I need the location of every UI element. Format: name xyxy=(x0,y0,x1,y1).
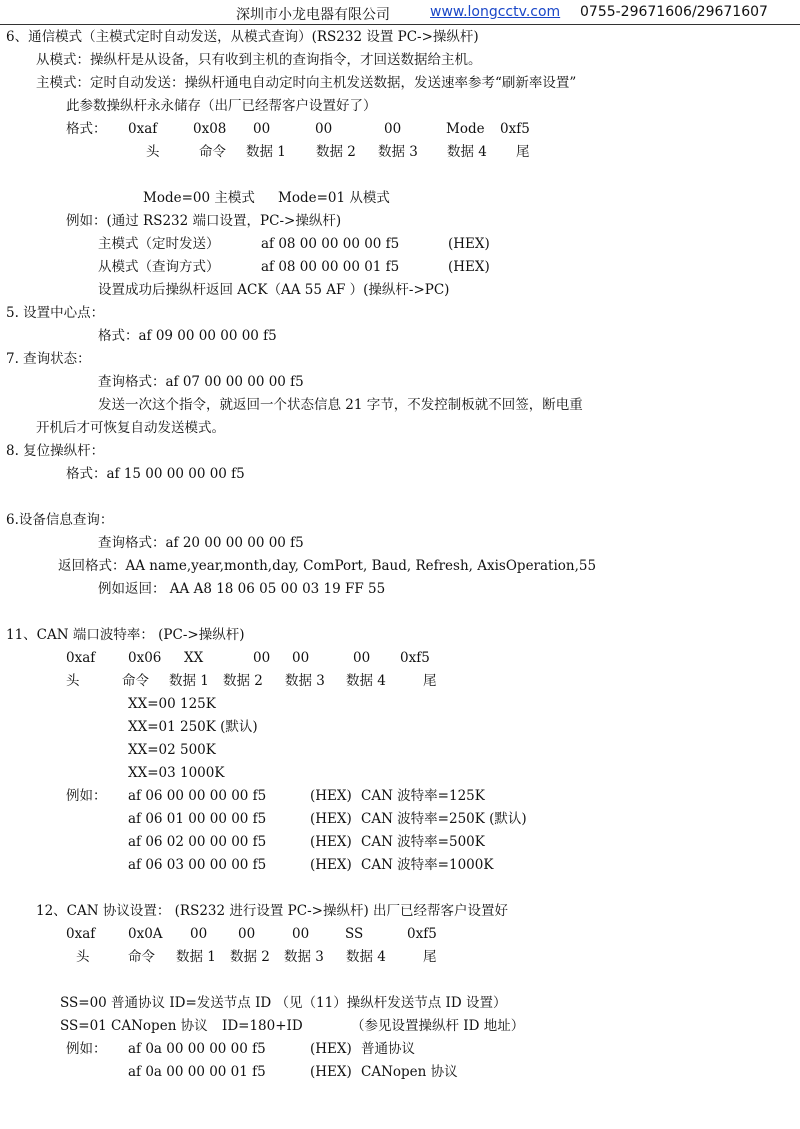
mode-master-desc: Mode=00 主模式 xyxy=(143,190,255,206)
can-baud-format-row xyxy=(66,649,486,667)
example-desc: CAN 波特率=250K (默认) xyxy=(361,811,527,827)
ack-text: 设置成功后操纵杆返回 ACK（AA 55 AF ）(操纵杆->PC) xyxy=(98,282,450,298)
format-code: 0xaf xyxy=(66,650,96,666)
section-12-title: 12、CAN 协议设置： (RS232 进行设置 PC->操纵杆) 出厂已经帮客户设置好 xyxy=(36,903,509,919)
example-label: 例如： xyxy=(66,788,107,804)
format-name: 数据 2 xyxy=(316,144,356,160)
format-name: 数据 1 xyxy=(169,673,209,689)
can-baud-names-row xyxy=(66,672,486,690)
format-code: 00 xyxy=(292,650,310,666)
hex-tag: (HEX) xyxy=(310,811,352,827)
section-8-format: 格式：af 15 00 00 00 00 f5 xyxy=(66,466,245,482)
example-slave-label: 从模式（查询方式） xyxy=(98,259,220,275)
format-name: 数据 3 xyxy=(284,949,324,965)
hex-tag: (HEX) xyxy=(448,259,490,275)
example-hex: af 0a 00 00 00 00 f5 xyxy=(128,1041,266,1057)
example-hex: af 06 00 00 00 00 f5 xyxy=(128,788,267,804)
example-hex: af 06 02 00 00 00 f5 xyxy=(128,834,267,850)
format-name: 命令 xyxy=(199,144,226,160)
section-7-desc: 开机后才可恢复自动发送模式。 xyxy=(36,420,225,436)
master-mode-text: 主模式：定时自动发送：操纵杆通电自动定时向主机发送数据，发送速率参考“刷新率设置” xyxy=(36,75,577,91)
example-desc: CANopen 协议 xyxy=(361,1064,458,1080)
mode-slave-desc: Mode=01 从模式 xyxy=(278,190,390,206)
format-code: 00 xyxy=(292,926,310,942)
example-hex: af 0a 00 00 00 01 f5 xyxy=(128,1064,266,1080)
company-name: 深圳市小龙电器有限公司 xyxy=(236,7,390,23)
example-desc: CAN 波特率=1000K xyxy=(361,857,494,873)
ss00-desc: SS=00 普通协议 ID=发送节点 ID （见（11）操纵杆发送节点 ID 设置） xyxy=(60,995,507,1011)
section-6-title: 6、通信模式（主模式定时自动发送，从模式查询）(RS232 设置 PC->操纵杆) xyxy=(6,29,479,45)
example-hex: af 06 01 00 00 00 f5 xyxy=(128,811,267,827)
format-name: 数据 4 xyxy=(346,673,386,689)
format-name: 数据 4 xyxy=(447,144,487,160)
format-row xyxy=(66,120,606,138)
device-info-title: 6.设备信息查询： xyxy=(6,512,114,528)
format-name: 数据 2 xyxy=(223,673,263,689)
hex-tag: (HEX) xyxy=(310,1041,352,1057)
slave-mode-text: 从模式：操纵杆是从设备，只有收到主机的查询指令，才回送数据给主机。 xyxy=(36,52,482,68)
storage-note: 此参数操纵杆永永储存（出厂已经帮客户设置好了） xyxy=(66,98,377,114)
format-name: 头 xyxy=(66,673,80,689)
example-desc: 普通协议 xyxy=(361,1041,415,1057)
format-names-row xyxy=(66,143,606,161)
ss01-id: ID=180+ID xyxy=(222,1018,303,1034)
format-name: 数据 3 xyxy=(285,673,325,689)
format-code: 0xaf xyxy=(128,121,158,137)
ss01-desc: SS=01 CANopen 协议 xyxy=(60,1018,208,1034)
example-slave-hex: af 08 00 00 00 01 f5 xyxy=(261,259,400,275)
format-name: 数据 2 xyxy=(230,949,270,965)
baud-option: XX=03 1000K xyxy=(128,765,225,781)
example-label: 例如： xyxy=(66,1041,107,1057)
format-name: 命令 xyxy=(122,673,149,689)
format-name: 尾 xyxy=(423,949,437,965)
format-code: 00 xyxy=(253,650,271,666)
format-code: 0xf5 xyxy=(500,121,530,137)
format-label: 格式： xyxy=(66,121,107,137)
format-code: 00 xyxy=(253,121,271,137)
can-protocol-names-row xyxy=(66,948,486,966)
website-link[interactable]: www.longcctv.com xyxy=(430,4,561,20)
format-name: 命令 xyxy=(128,949,155,965)
format-code: XX xyxy=(184,650,204,666)
phone-numbers: 0755-29671606/29671607 xyxy=(580,4,768,20)
format-code: 0x06 xyxy=(128,650,162,666)
section-7-title: 7. 查询状态： xyxy=(6,351,91,367)
ss01-note: （参见设置操纵杆 ID 地址） xyxy=(351,1018,525,1034)
format-code: 0xf5 xyxy=(400,650,430,666)
example-desc: CAN 波特率=125K xyxy=(361,788,485,804)
hex-tag: (HEX) xyxy=(310,1064,352,1080)
baud-option: XX=02 500K xyxy=(128,742,216,758)
format-name: 头 xyxy=(76,949,90,965)
format-code: 00 xyxy=(190,926,208,942)
section-7-desc: 发送一次这个指令，就返回一个状态信息 21 字节，不发控制板就不回签，断电重 xyxy=(98,397,583,413)
hex-tag: (HEX) xyxy=(310,834,352,850)
example-master-label: 主模式（定时发送） xyxy=(98,236,220,252)
format-code: SS xyxy=(345,926,364,942)
example-title: 例如：(通过 RS232 端口设置，PC->操纵杆) xyxy=(66,213,342,229)
can-protocol-format-row xyxy=(66,925,486,943)
device-info-format: 查询格式：af 20 00 00 00 00 f5 xyxy=(98,535,304,551)
format-code: 00 xyxy=(238,926,256,942)
format-code: 00 xyxy=(384,121,402,137)
section-5-title: 5. 设置中心点： xyxy=(6,305,105,321)
format-code: 0xf5 xyxy=(407,926,437,942)
page-header xyxy=(0,0,800,25)
format-code: 00 xyxy=(353,650,371,666)
format-name: 尾 xyxy=(423,673,437,689)
example-hex: af 06 03 00 00 00 f5 xyxy=(128,857,267,873)
format-name: 数据 1 xyxy=(176,949,216,965)
baud-option: XX=00 125K xyxy=(128,696,216,712)
hex-tag: (HEX) xyxy=(310,788,352,804)
example-master-hex: af 08 00 00 00 00 f5 xyxy=(261,236,400,252)
format-name: 尾 xyxy=(516,144,530,160)
format-code: Mode xyxy=(446,121,485,137)
section-5-format: 格式：af 09 00 00 00 00 f5 xyxy=(98,328,277,344)
hex-tag: (HEX) xyxy=(448,236,490,252)
section-11-title: 11、CAN 端口波特率： (PC->操纵杆) xyxy=(6,627,245,643)
section-8-title: 8. 复位操纵杆： xyxy=(6,443,105,459)
format-code: 0x08 xyxy=(193,121,227,137)
return-example: 例如返回： AA A8 18 06 05 00 03 19 FF 55 xyxy=(98,581,386,597)
return-format: 返回格式：AA name,year,month,day, ComPort, Baud, Refresh, AxisOperation,55 xyxy=(58,558,597,574)
format-name: 数据 1 xyxy=(246,144,286,160)
section-7-format: 查询格式：af 07 00 00 00 00 f5 xyxy=(98,374,304,390)
format-code: 0xaf xyxy=(66,926,96,942)
format-code: 00 xyxy=(315,121,333,137)
format-name: 头 xyxy=(146,144,160,160)
hex-tag: (HEX) xyxy=(310,857,352,873)
format-name: 数据 4 xyxy=(346,949,386,965)
baud-option: XX=01 250K (默认) xyxy=(128,719,258,735)
format-code: 0x0A xyxy=(128,926,163,942)
example-desc: CAN 波特率=500K xyxy=(361,834,485,850)
format-name: 数据 3 xyxy=(378,144,418,160)
